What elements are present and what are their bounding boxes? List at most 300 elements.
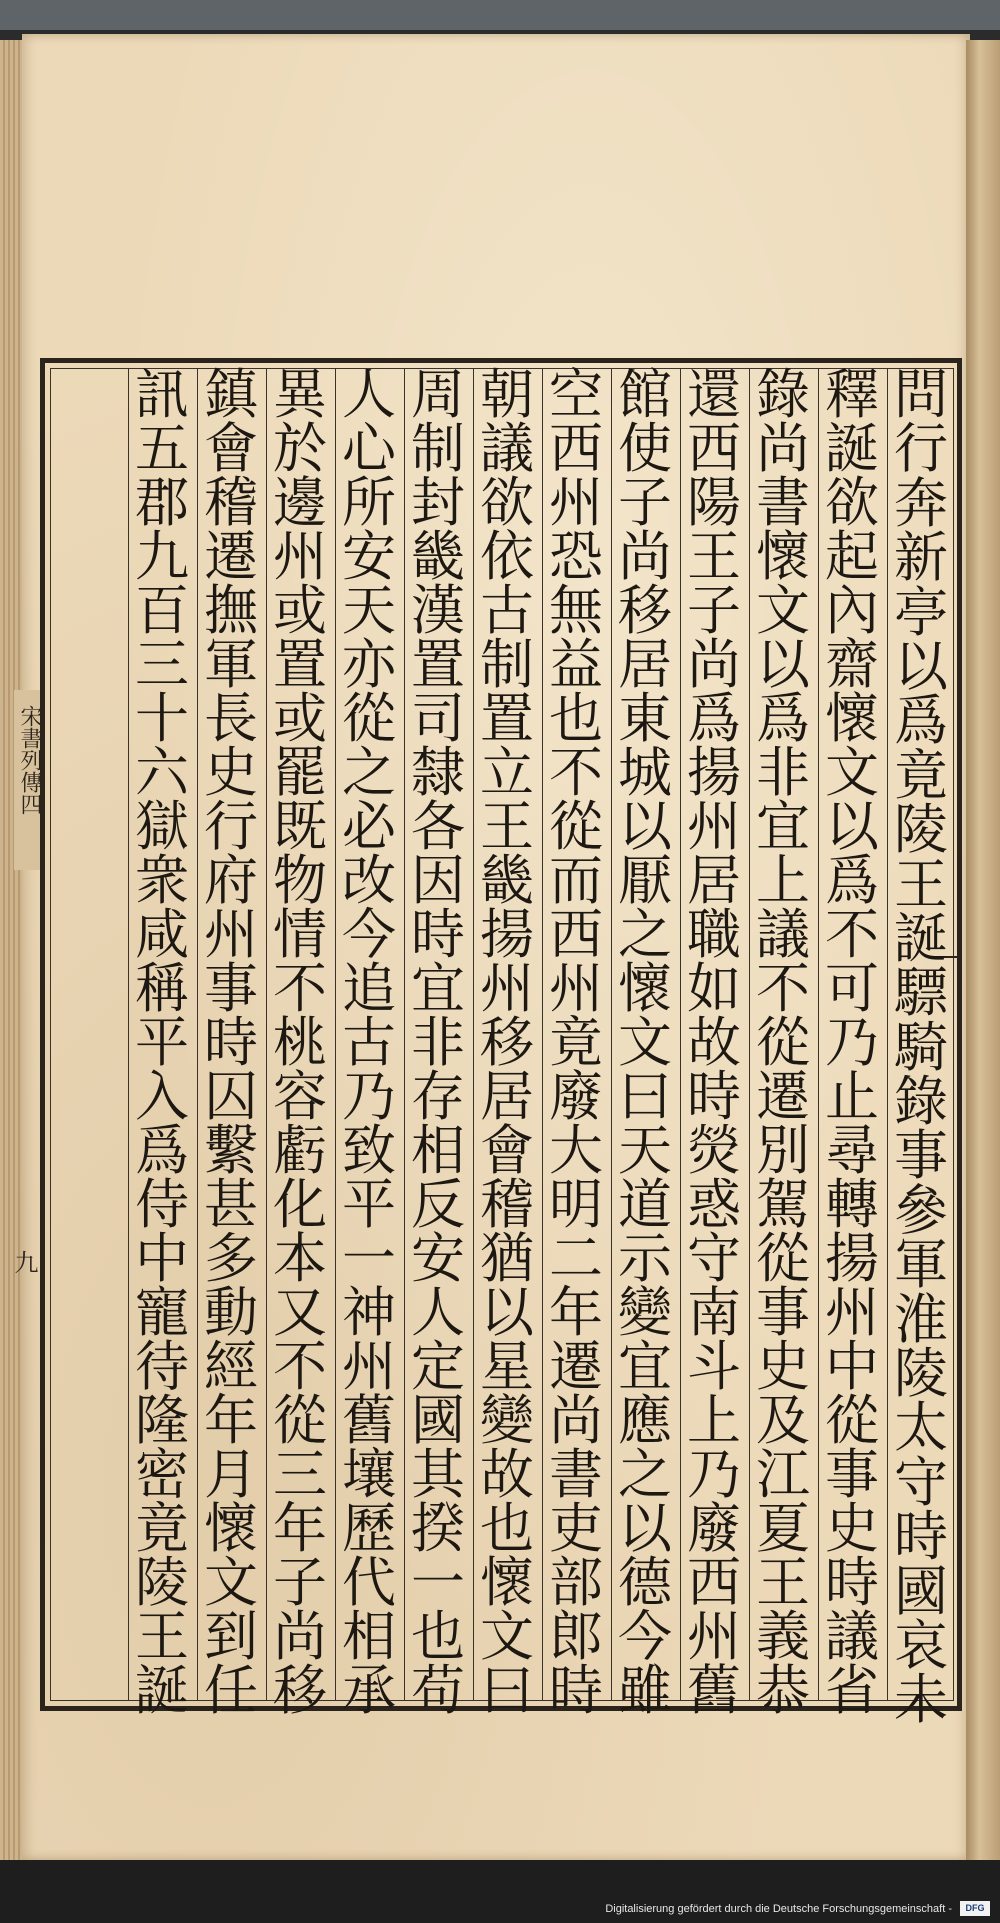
text-character: 爲	[135, 1119, 189, 1182]
text-character: 今	[618, 1605, 672, 1668]
text-character: 問	[894, 363, 948, 426]
column-rule	[887, 368, 888, 1701]
text-character: 懷	[480, 1551, 534, 1614]
text-character: 厭	[618, 849, 672, 912]
text-character: 漢	[411, 579, 465, 642]
text-character: 舊	[342, 1389, 396, 1452]
text-character: 州	[342, 1335, 396, 1398]
text-character: 爲	[687, 687, 741, 750]
text-character: 州	[480, 957, 534, 1020]
text-character: 史	[204, 741, 258, 804]
text-character: 二	[549, 1227, 603, 1290]
text-character: 遷	[549, 1335, 603, 1398]
text-character: 廢	[549, 1065, 603, 1128]
text-column-1	[891, 363, 951, 1732]
text-character: 錄	[756, 363, 810, 426]
text-character: 故	[687, 1011, 741, 1074]
text-character: 館	[618, 363, 672, 426]
text-character: 書	[549, 1443, 603, 1506]
text-character: 王	[756, 1551, 810, 1614]
text-character: 居	[480, 1065, 534, 1128]
text-character: 年	[549, 1281, 603, 1344]
text-character: 事	[756, 1281, 810, 1344]
text-character: 會	[480, 1119, 534, 1182]
text-character: 可	[825, 957, 879, 1020]
text-character: 郎	[549, 1605, 603, 1668]
text-character: 奔	[894, 471, 948, 535]
text-character: 侍	[135, 1173, 189, 1236]
text-character: 軍	[204, 633, 258, 696]
fold-title: 宋書列傳四	[17, 705, 42, 815]
text-character: 居	[687, 849, 741, 912]
text-character: 還	[687, 363, 741, 426]
text-character: 之	[618, 903, 672, 966]
text-character: 上	[687, 1389, 741, 1452]
column-rule	[680, 368, 681, 1701]
text-character: 文	[825, 741, 879, 804]
text-character: 州	[687, 1605, 741, 1668]
text-column-8	[408, 363, 468, 1722]
text-character: 文	[618, 1011, 672, 1074]
text-character: 置	[411, 633, 465, 696]
text-character: 不	[756, 957, 810, 1020]
text-character: 從	[825, 1389, 879, 1452]
text-character: 揆	[411, 1497, 465, 1560]
text-character: 必	[342, 795, 396, 858]
text-character: 定	[411, 1335, 465, 1398]
text-character: 中	[825, 1335, 879, 1398]
text-character: 德	[618, 1551, 672, 1614]
text-character: 古	[480, 579, 534, 642]
text-character: 子	[687, 579, 741, 642]
text-character: 時	[549, 1659, 603, 1722]
digitization-credit: Digitalisierung gefördert durch die Deutsche Forschungsgemeinschaft -	[605, 1903, 952, 1915]
text-character: 使	[618, 417, 672, 480]
text-character: 因	[411, 849, 465, 912]
text-character: 隆	[135, 1389, 189, 1452]
text-character: 揚	[825, 1227, 879, 1290]
text-character: 或	[273, 687, 327, 750]
text-character: 封	[411, 471, 465, 534]
text-character: 王	[135, 1605, 189, 1668]
text-character: 城	[618, 741, 672, 804]
text-column-3	[753, 363, 813, 1722]
text-character: 相	[342, 1605, 396, 1668]
text-character: 王	[480, 795, 534, 858]
text-character: 三	[273, 1443, 327, 1506]
text-character: 多	[204, 1227, 258, 1290]
text-character: 天	[618, 1119, 672, 1182]
column-rule	[749, 368, 750, 1701]
text-character: 獄	[135, 795, 189, 858]
text-character: 誕	[135, 1659, 189, 1722]
text-column-9	[339, 363, 399, 1722]
text-character: 訊	[135, 363, 189, 426]
text-character: 以	[894, 634, 948, 698]
text-character: 宜	[756, 795, 810, 858]
text-character: 西	[687, 1551, 741, 1614]
text-character: 罷	[273, 741, 327, 804]
text-character: 州	[204, 903, 258, 966]
text-character: 西	[687, 417, 741, 480]
text-character: 國	[894, 1559, 948, 1623]
text-character: 既	[273, 795, 327, 858]
dfg-logo: DFG	[960, 1901, 990, 1916]
text-character: 星	[480, 1335, 534, 1398]
text-character: 州	[549, 471, 603, 534]
text-character: 也	[411, 1605, 465, 1668]
text-character: 而	[549, 849, 603, 912]
text-character: 宜	[411, 957, 465, 1020]
text-character: 事	[825, 1443, 879, 1506]
text-character: 國	[411, 1389, 465, 1452]
text-character: 爲	[894, 689, 948, 753]
text-character: 尋	[825, 1119, 879, 1182]
text-character: 移	[273, 1659, 327, 1722]
text-character: 曰	[618, 1065, 672, 1128]
text-character: 以	[825, 795, 879, 858]
text-character: 州	[273, 525, 327, 588]
text-character: 義	[756, 1605, 810, 1668]
text-character: 三	[135, 633, 189, 696]
text-character: 撫	[204, 579, 258, 642]
column-rule	[818, 368, 819, 1701]
text-character: 懷	[756, 525, 810, 588]
text-character: 天	[342, 579, 396, 642]
text-character: 其	[411, 1443, 465, 1506]
text-character: 惑	[687, 1173, 741, 1236]
text-character: 移	[480, 1011, 534, 1074]
text-column-6	[546, 363, 606, 1722]
text-column-4	[684, 363, 744, 1722]
text-character: 或	[273, 579, 327, 642]
text-character: 從	[273, 1389, 327, 1452]
text-character: 齋	[825, 633, 879, 696]
text-character: 不	[825, 903, 879, 966]
text-character: 事	[204, 957, 258, 1020]
text-character: 畿	[411, 525, 465, 588]
viewer-top-bar	[0, 0, 1000, 30]
text-character: 置	[273, 633, 327, 696]
text-character: 時	[687, 1065, 741, 1128]
text-character: 經	[204, 1335, 258, 1398]
text-character: 起	[825, 525, 879, 588]
text-character: 居	[618, 633, 672, 696]
text-character: 月	[204, 1443, 258, 1506]
text-character: 陵	[894, 1342, 948, 1406]
text-character: 各	[411, 795, 465, 858]
column-rule	[404, 368, 405, 1701]
text-character: 相	[411, 1119, 465, 1182]
column-rule	[128, 368, 129, 1701]
text-character: 廢	[687, 1497, 741, 1560]
text-character: 熒	[687, 1119, 741, 1182]
text-character: 無	[549, 579, 603, 642]
text-character: 爲	[825, 849, 879, 912]
text-character: 化	[273, 1173, 327, 1236]
text-column-11	[201, 363, 261, 1722]
text-character: 誕	[894, 906, 948, 970]
text-character: 隸	[411, 741, 465, 804]
text-character: 之	[618, 1443, 672, 1506]
text-character: 止	[825, 1065, 879, 1128]
text-column-5	[615, 363, 675, 1722]
text-character: 情	[273, 903, 327, 966]
text-character: 史	[825, 1497, 879, 1560]
text-character: 以	[756, 633, 810, 696]
text-character: 行	[894, 417, 948, 481]
text-character: 上	[756, 849, 810, 912]
text-character: 亦	[342, 633, 396, 696]
text-character: 年	[204, 1389, 258, 1452]
text-character: 益	[549, 633, 603, 696]
text-character: 西	[549, 417, 603, 480]
text-character: 時	[411, 903, 465, 966]
column-rule	[542, 368, 543, 1701]
text-character: 恭	[756, 1659, 810, 1722]
text-character: 從	[756, 1227, 810, 1290]
column-rule	[611, 368, 612, 1701]
text-character: 安	[411, 1227, 465, 1290]
text-character: 從	[342, 687, 396, 750]
text-character: 揚	[480, 903, 534, 966]
text-character: 時	[204, 1011, 258, 1074]
text-character: 文	[480, 1605, 534, 1668]
text-character: 江	[756, 1443, 810, 1506]
text-character: 議	[825, 1605, 879, 1668]
text-character: 致	[342, 1119, 396, 1182]
text-character: 府	[204, 849, 258, 912]
text-character: 夏	[756, 1497, 810, 1560]
text-character: 揚	[687, 741, 741, 804]
text-character: 寵	[135, 1281, 189, 1344]
text-character: 應	[618, 1389, 672, 1452]
text-character: 苟	[411, 1659, 465, 1722]
text-character: 密	[135, 1443, 189, 1506]
text-column-1-part-a	[894, 363, 948, 970]
text-character: 行	[204, 795, 258, 858]
column-rule	[473, 368, 474, 1701]
text-character: 宜	[618, 1335, 672, 1398]
text-character: 王	[894, 852, 948, 916]
text-character: 司	[411, 687, 465, 750]
text-character: 今	[342, 903, 396, 966]
text-character: 誕	[825, 417, 879, 480]
text-character: 非	[411, 1011, 465, 1074]
text-character: 長	[204, 687, 258, 750]
text-character: 五	[135, 417, 189, 480]
text-character: 心	[342, 417, 396, 480]
text-character: 淮	[894, 1287, 948, 1351]
text-character: 年	[273, 1497, 327, 1560]
text-character: 斗	[687, 1335, 741, 1398]
text-character: 哀	[894, 1613, 948, 1677]
text-character: 依	[480, 525, 534, 588]
text-character: 陵	[894, 798, 948, 862]
text-character: 如	[687, 957, 741, 1020]
text-character: 欲	[480, 471, 534, 534]
text-character: 大	[549, 1119, 603, 1182]
text-character: 置	[480, 687, 534, 750]
text-character: 代	[342, 1551, 396, 1614]
text-character: 書	[756, 471, 810, 534]
text-character: 物	[273, 849, 327, 912]
text-character: 人	[411, 1281, 465, 1344]
text-character: 存	[411, 1065, 465, 1128]
text-character: 亭	[894, 580, 948, 644]
text-character: 稽	[204, 471, 258, 534]
text-character: 釋	[825, 363, 879, 426]
text-character: 及	[756, 1389, 810, 1452]
text-character: 從	[549, 795, 603, 858]
text-character: 尚	[756, 417, 810, 480]
text-character: 遷	[204, 525, 258, 588]
text-character: 道	[618, 1173, 672, 1236]
text-character: 追	[342, 957, 396, 1020]
column-rule	[197, 368, 198, 1701]
text-character: 承	[342, 1659, 396, 1722]
text-character: 動	[204, 1281, 258, 1344]
text-character: 曰	[480, 1659, 534, 1722]
text-character: 制	[411, 417, 465, 480]
text-character: 爲	[756, 687, 810, 750]
text-character: 部	[549, 1551, 603, 1614]
text-character: 咸	[135, 903, 189, 966]
text-character: 六	[135, 741, 189, 804]
text-character: 騎	[894, 1015, 948, 1079]
text-column-2	[822, 363, 882, 1722]
text-character: 內	[825, 579, 879, 642]
column-rule	[266, 368, 267, 1701]
text-character: 變	[618, 1281, 672, 1344]
text-character: 驃	[894, 961, 948, 1025]
text-character: 西	[549, 903, 603, 966]
text-character: 未	[894, 1668, 948, 1732]
text-character: 時	[894, 1505, 948, 1569]
text-column-12	[132, 363, 192, 1722]
text-column-13	[63, 368, 123, 1701]
text-character: 新	[894, 526, 948, 590]
text-character: 尚	[273, 1605, 327, 1668]
text-character: 安	[342, 525, 396, 588]
text-character: 非	[756, 741, 810, 804]
text-character: 乃	[825, 1011, 879, 1074]
text-character: 變	[480, 1389, 534, 1452]
text-character: 反	[411, 1173, 465, 1236]
text-character: 參	[894, 1178, 948, 1242]
text-character: 守	[894, 1450, 948, 1514]
text-character: 稽	[480, 1173, 534, 1236]
text-character: 州	[825, 1281, 879, 1344]
text-character: 雖	[618, 1659, 672, 1722]
text-character: 邊	[273, 471, 327, 534]
text-character: 故	[480, 1443, 534, 1506]
text-character: 所	[342, 471, 396, 534]
text-character: 太	[894, 1396, 948, 1460]
text-character: 任	[204, 1659, 258, 1722]
text-character: 別	[756, 1119, 810, 1182]
text-character: 繫	[204, 1119, 258, 1182]
text-character: 軍	[894, 1233, 948, 1297]
text-character: 十	[135, 687, 189, 750]
text-character: 示	[618, 1227, 672, 1290]
text-character: 虧	[273, 1119, 327, 1182]
text-character: 陽	[687, 471, 741, 534]
next-page-edge	[966, 40, 1000, 1860]
text-character: 尚	[549, 1389, 603, 1452]
text-character: 欲	[825, 471, 879, 534]
text-character: 空	[549, 363, 603, 426]
text-character: 錄	[894, 1070, 948, 1134]
text-character: 轉	[825, 1173, 879, 1236]
text-character: 陵	[135, 1551, 189, 1614]
text-character: 立	[480, 741, 534, 804]
text-character: 古	[342, 1011, 396, 1074]
column-rule	[335, 368, 336, 1701]
text-character: 議	[756, 903, 810, 966]
text-character: 於	[273, 417, 327, 480]
text-character: 乃	[342, 1065, 396, 1128]
text-character: 文	[756, 579, 810, 642]
text-character: 從	[756, 1011, 810, 1074]
text-character: 壤	[342, 1443, 396, 1506]
text-character: 囚	[204, 1065, 258, 1128]
text-character: 州	[687, 795, 741, 858]
text-column-7	[477, 363, 537, 1722]
text-character: 竟	[894, 743, 948, 807]
text-character: 竟	[549, 1011, 603, 1074]
text-character: 恐	[549, 525, 603, 588]
text-character: 事	[894, 1124, 948, 1188]
text-character: 也	[549, 687, 603, 750]
text-column-1-part-b	[894, 961, 948, 1732]
text-character: 尚	[687, 633, 741, 696]
text-character: 甚	[204, 1173, 258, 1236]
text-character: 省	[825, 1659, 879, 1722]
text-character: 駕	[756, 1173, 810, 1236]
text-character: 守	[687, 1227, 741, 1290]
text-character: 一	[411, 1551, 465, 1614]
text-character: 懷	[204, 1497, 258, 1560]
text-character: 南	[687, 1281, 741, 1344]
text-character: 郡	[135, 471, 189, 534]
text-character: 子	[618, 471, 672, 534]
text-character: 懷	[825, 687, 879, 750]
text-column-10	[270, 363, 330, 1722]
text-character: 以	[618, 1497, 672, 1560]
text-character: 也	[480, 1497, 534, 1560]
text-character: 子	[273, 1551, 327, 1614]
text-character: 畿	[480, 849, 534, 912]
text-character: 乃	[687, 1443, 741, 1506]
text-character: 王	[687, 525, 741, 588]
text-character: 神	[342, 1281, 396, 1344]
text-character: 遷	[756, 1065, 810, 1128]
text-character: 稱	[135, 957, 189, 1020]
text-character: 之	[342, 741, 396, 804]
text-character: 鎮	[204, 363, 258, 426]
text-character: 中	[135, 1227, 189, 1290]
text-character: 待	[135, 1335, 189, 1398]
text-character: 州	[549, 957, 603, 1020]
text-character: 不	[549, 741, 603, 804]
text-character: 又	[273, 1281, 327, 1344]
text-character: 衆	[135, 849, 189, 912]
text-character: 歷	[342, 1497, 396, 1560]
text-character: 東	[618, 687, 672, 750]
text-character: 史	[756, 1335, 810, 1398]
text-character: 以	[480, 1281, 534, 1344]
